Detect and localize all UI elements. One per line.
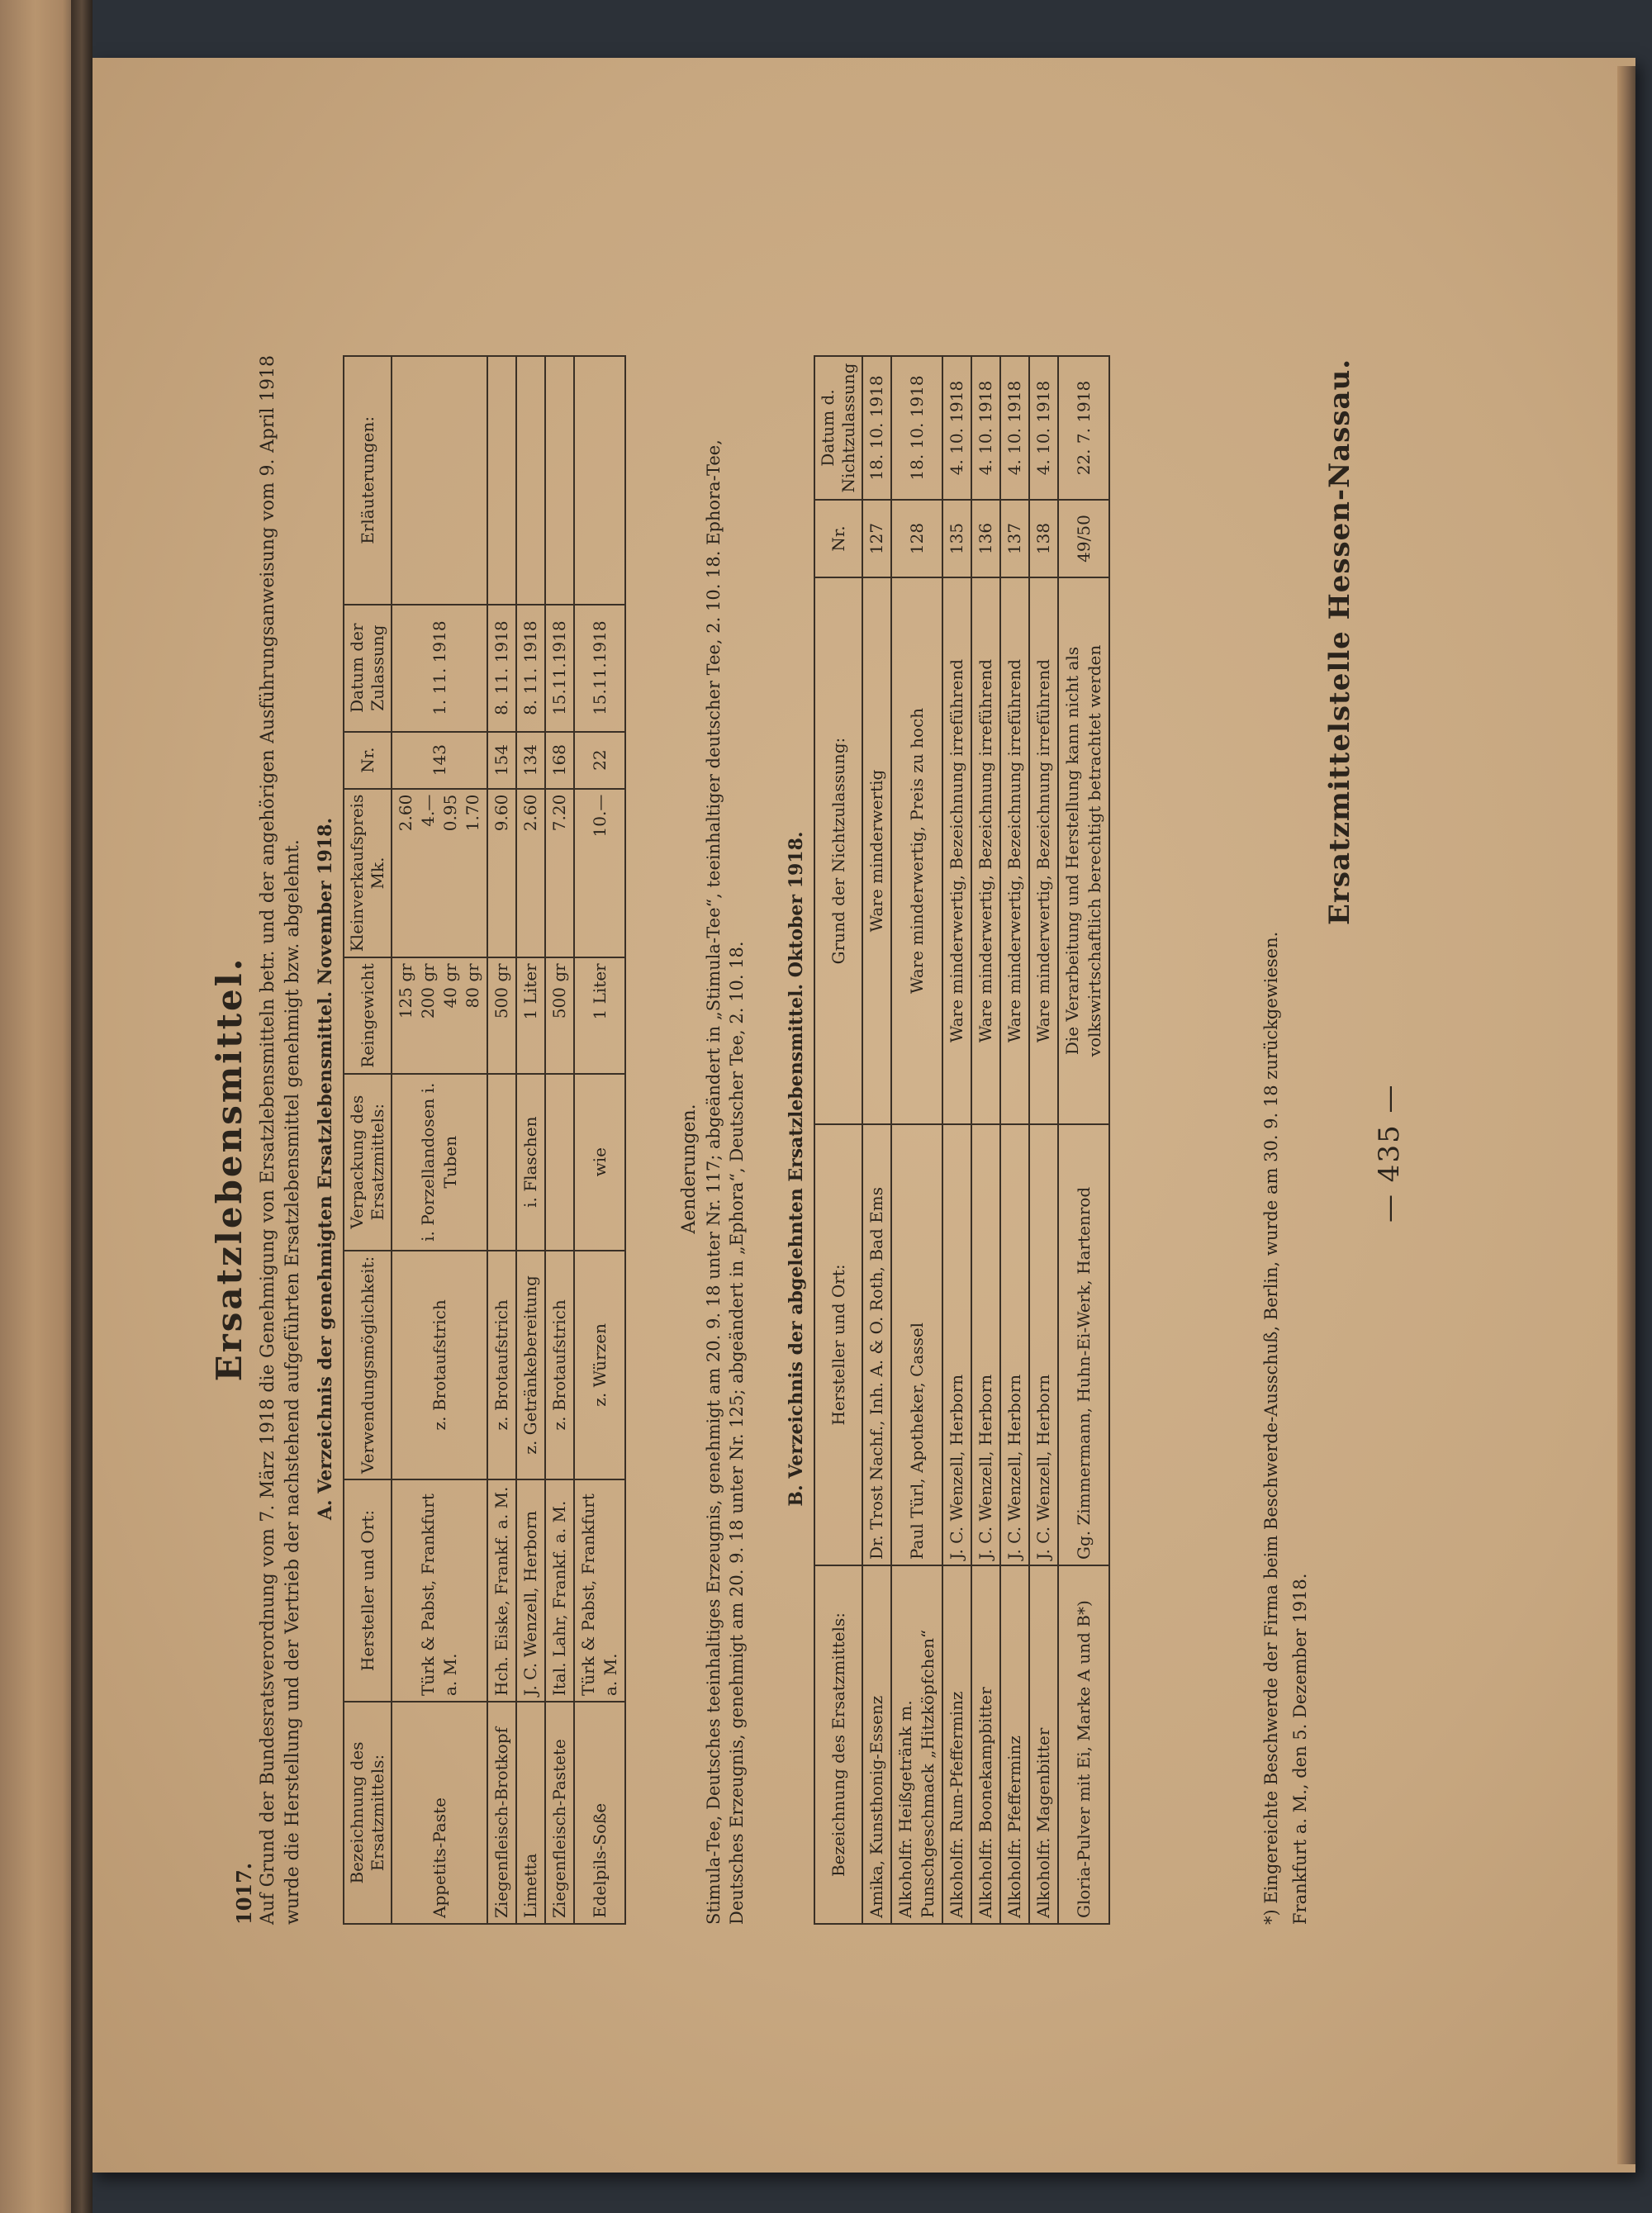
table-b-header: Nr. [814, 500, 862, 577]
table-a-header: Verwendungsmöglichkeit: [344, 1251, 392, 1479]
cell-no: 168 [545, 732, 574, 789]
cell-use: z. Getränkebereitung [516, 1251, 545, 1479]
cell-maker: J. C. Wenzell, Herborn [971, 1124, 1000, 1565]
cell-price: 7.20 [545, 789, 574, 958]
table-b-header: Hersteller und Ort: [814, 1124, 862, 1565]
cell-date: 8. 11. 1918 [516, 605, 545, 732]
cell-maker: J. C. Wenzell, Herborn [1029, 1124, 1058, 1565]
cell-date: 4. 10. 1918 [971, 356, 1000, 500]
table-a-header: Kleinverkaufspreis Mk. [344, 789, 392, 958]
cell-no: 127 [862, 500, 891, 577]
cell-reason: Ware minderwertig [862, 577, 891, 1124]
book-spine [71, 0, 93, 2213]
cell-date: 4. 10. 1918 [1000, 356, 1029, 500]
cell-reason: Ware minderwertig, Bezeichnung irreführend [971, 577, 1000, 1124]
cell-maker: Dr. Trost Nachf., Inh. A. & O. Roth, Bad Ems [862, 1124, 891, 1565]
cell-pack [487, 1074, 516, 1251]
changes-text: Stimula-Tee, Deutsches teeinhaltiges Erzeugnis, genehmigt am 20. 9. 18 unter Nr. 117; abgeändert in „Stimula-Tee“, teeinhaltiger deutscher Tee, 2. 10. 18. Ephora-Tee, Deutsches Erzeugnis, genehmigt am 20. 9. 18 unter Nr. 125; abgeändert in „Ephora“, Deutscher Tee, 2. 10. 18. [704, 439, 748, 1925]
table-a-header: Datum der Zulassung [344, 605, 392, 732]
table-b-header: Datum d. Nichtzulassung [814, 356, 862, 500]
section-b-heading: B. Verzeichnis der abgelehnten Ersatzlebensmittel. Oktober 1918. [786, 831, 807, 1507]
cell-use: z. Brotaufstrich [392, 1251, 487, 1479]
cell-reason: Ware minderwertig, Bezeichnung irreführend [1000, 577, 1029, 1124]
cell-use: z. Brotaufstrich [487, 1251, 516, 1479]
cell-name: Alkoholfr. Magenbitter [1029, 1565, 1058, 1924]
cell-maker: J. C. Wenzell, Herborn [942, 1124, 971, 1565]
table-row [392, 356, 487, 1924]
table-row [891, 356, 942, 1924]
cell-date: 18. 10. 1918 [862, 356, 891, 500]
cell-date: 18. 10. 1918 [891, 356, 942, 500]
cell-date: 4. 10. 1918 [942, 356, 971, 500]
cell-date: 1. 11. 1918 [392, 605, 487, 732]
cell-price: 10.— [574, 789, 625, 958]
table-row [1000, 356, 1029, 1924]
cell-weight: 500 gr [487, 957, 516, 1073]
table-a-header-row [344, 356, 392, 1924]
cell-maker: Türk & Pabst, Frankfurt a. M. [392, 1479, 487, 1702]
cell-note [516, 356, 545, 605]
table-row [942, 356, 971, 1924]
cell-name: Alkoholfr. Boonekampbitter [971, 1565, 1000, 1924]
rotated-page-content [149, 273, 1437, 2065]
cell-pack [545, 1074, 574, 1251]
table-a-header: Hersteller und Ort: [344, 1479, 392, 1702]
cell-note [392, 356, 487, 605]
cell-weight: 500 gr [545, 957, 574, 1073]
cell-name: Alkoholfr. Pfefferminz [1000, 1565, 1029, 1924]
cell-use: z. Würzen [574, 1251, 625, 1479]
table-row [545, 356, 574, 1924]
table-b-header-row [814, 356, 862, 1924]
cell-date: 15.11.1918 [545, 605, 574, 732]
approved-substitutes-table [343, 355, 626, 1925]
cell-reason: Ware minderwertig, Bezeichnung irreführend [1029, 577, 1058, 1124]
table-row [487, 356, 516, 1924]
table-b-header: Bezeichnung des Ersatzmittels: [814, 1565, 862, 1924]
cell-maker: J. C. Wenzell, Herborn [1000, 1124, 1029, 1565]
cell-name: Appetits-Paste [392, 1702, 487, 1924]
rejected-substitutes-table [814, 355, 1110, 1925]
cell-maker: Gg. Zimmermann, Huhn-Ei-Werk, Hartenrod [1058, 1124, 1109, 1565]
cell-name: Alkoholfr. Heißgetränk m. Punschgeschmack „Hitzköpfchen“ [891, 1565, 942, 1924]
cell-name: Edelpils-Soße [574, 1702, 625, 1924]
cell-no: 143 [392, 732, 487, 789]
cell-reason: Die Verarbeitung und Herstellung kann nicht als volkswirtschaftlich berechtigt betrachtet werden [1058, 577, 1109, 1124]
cell-reason: Ware minderwertig, Bezeichnung irreführend [942, 577, 971, 1124]
cell-no: 136 [971, 500, 1000, 577]
page-stack-edge [1617, 66, 1635, 2164]
cell-maker: Hch. Eiske, Frankf. a. M. [487, 1479, 516, 1702]
cell-pack: i. Porzellandosen i. Tuben [392, 1074, 487, 1251]
cell-date: 4. 10. 1918 [1029, 356, 1058, 500]
table-a-header: Reingewicht [344, 957, 392, 1073]
cell-no: 135 [942, 500, 971, 577]
table-row [971, 356, 1000, 1924]
cell-name: Gloria-Pulver mit Ei, Marke A und B*) [1058, 1565, 1109, 1924]
page-title: Ersatzlebensmittel. [209, 956, 249, 1382]
cell-name: Ziegenfleisch-Pastete [545, 1702, 574, 1924]
table-a-header: Erläuterungen: [344, 356, 392, 605]
intro-paragraph: Auf Grund der Bundesratsverordnung vom 7. März 1918 die Genehmigung von Ersatzlebensmitteln betr. und der angehörigen Ausführungsanweisung vom 9. April 1918 wurde die Herstellung und der Vertrieb der nachstehend aufgeführten Ersatzlebensmittel genehmigt bzw. abgelehnt. [258, 355, 303, 1925]
table-b-header: Grund der Nichtzulassung: [814, 577, 862, 1124]
table-row [1058, 356, 1109, 1924]
cell-note [574, 356, 625, 605]
book-cover-edge [0, 0, 78, 2213]
cell-no: 128 [891, 500, 942, 577]
table-a-header: Nr. [344, 732, 392, 789]
cell-price: 2.60 4.— 0.95 1.70 [392, 789, 487, 958]
cell-no: 49/50 [1058, 500, 1109, 577]
table-row [516, 356, 545, 1924]
table-row [1029, 356, 1058, 1924]
cell-name: Ziegenfleisch-Brotkopf [487, 1702, 516, 1924]
cell-pack: i. Flaschen [516, 1074, 545, 1251]
cell-name: Alkoholfr. Rum-Pfefferminz [942, 1565, 971, 1924]
cell-name: Amika, Kunsthonig-Essenz [862, 1565, 891, 1924]
cell-maker: Ital. Lahr, Frankf. a. M. [545, 1479, 574, 1702]
cell-price: 9.60 [487, 789, 516, 958]
cell-weight: 125 gr 200 gr 40 gr 80 gr [392, 957, 487, 1073]
cell-date: 8. 11. 1918 [487, 605, 516, 732]
entry-number: 1017. [232, 1862, 256, 1925]
cell-note [545, 356, 574, 605]
cell-weight: 1 Liter [516, 957, 545, 1073]
issuing-authority: Ersatzmittelstelle Hessen-Nassau. [1323, 358, 1356, 925]
cell-no: 137 [1000, 500, 1029, 577]
cell-no: 134 [516, 732, 545, 789]
section-a-heading: A. Verzeichnis der genehmigten Ersatzlebensmittel. November 1918. [315, 817, 336, 1521]
table-a-header: Bezeichnung des Ersatzmittels: [344, 1702, 392, 1924]
cell-reason: Ware minderwertig, Preis zu hoch [891, 577, 942, 1124]
cell-no: 154 [487, 732, 516, 789]
table-row [574, 356, 625, 1924]
cell-no: 22 [574, 732, 625, 789]
footnote: *) Eingereichte Beschwerde der Firma beim Beschwerde-Ausschuß, Berlin, wurde am 30. 9. 18 zurückgewiesen. [1261, 931, 1281, 1925]
cell-date: 22. 7. 1918 [1058, 356, 1109, 500]
cell-pack: wie [574, 1074, 625, 1251]
table-a-header: Verpackung des Ersatzmittels: [344, 1074, 392, 1251]
cell-name: Limetta [516, 1702, 545, 1924]
cell-weight: 1 Liter [574, 957, 625, 1073]
changes-heading: Aenderungen. [679, 1104, 700, 1234]
cell-maker: Türk & Pabst, Frankfurt a. M. [574, 1479, 625, 1702]
page-number: — 435 — [1373, 1083, 1406, 1223]
cell-price: 2.60 [516, 789, 545, 958]
cell-note [487, 356, 516, 605]
cell-date: 15.11.1918 [574, 605, 625, 732]
cell-maker: Paul Türl, Apotheker, Cassel [891, 1124, 942, 1565]
cell-use: z. Brotaufstrich [545, 1251, 574, 1479]
signoff-place-date: Frankfurt a. M., den 5. Dezember 1918. [1290, 1573, 1310, 1925]
table-row [862, 356, 891, 1924]
cell-no: 138 [1029, 500, 1058, 577]
cell-maker: J. C. Wenzell, Herborn [516, 1479, 545, 1702]
